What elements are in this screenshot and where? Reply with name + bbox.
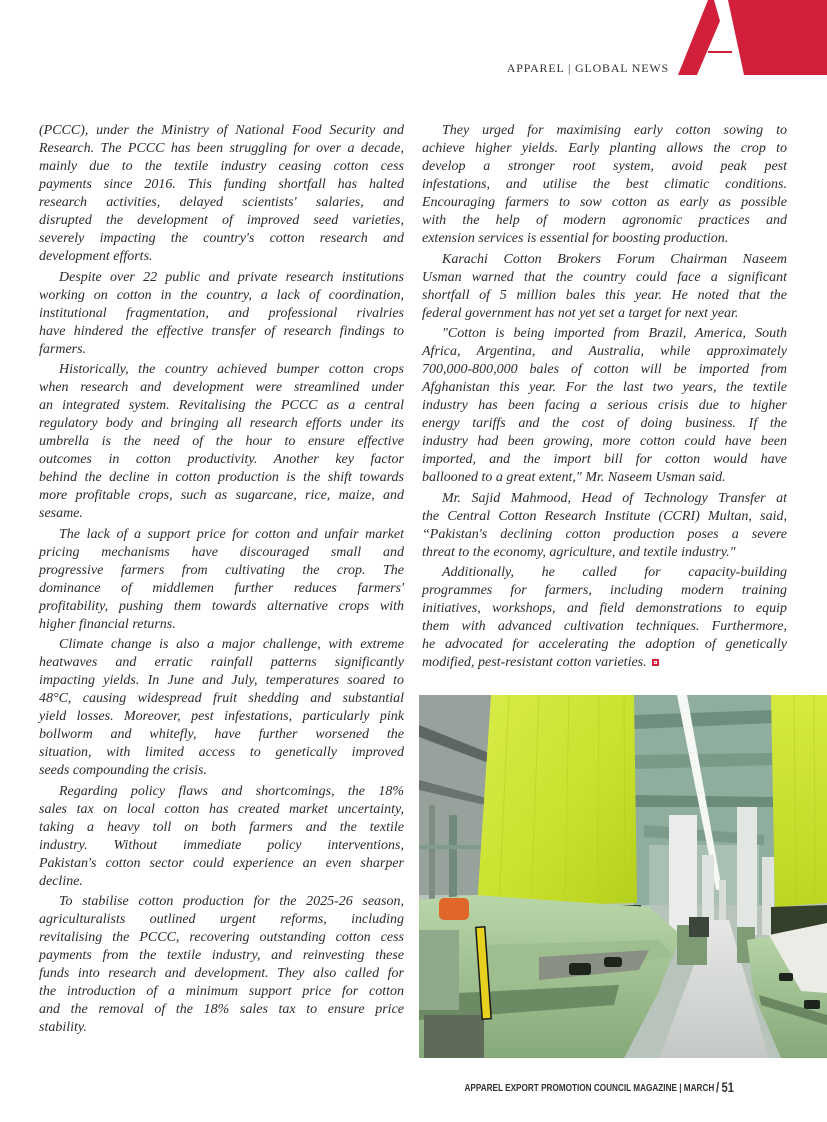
paragraph: [39, 269, 404, 359]
logo-crossbar: [708, 51, 732, 53]
text-line: Mr. Sajid Mahmood, Head of Technology Transfer at: [442, 490, 787, 506]
text-line: develop a stronger root system, avoid peak pest: [422, 159, 787, 174]
text-line: federal government has not yet set a target for next year.: [422, 305, 739, 321]
text-line: industry had been growing, more cotton could have been: [422, 434, 787, 449]
yarn-sheet-right: [771, 695, 827, 907]
text-line: payments from the textile industry, and reinvesting these: [39, 948, 404, 963]
text-line: Encouraging farmers to sow cotton as early as possible: [422, 195, 787, 210]
text-line: payments since 2016. This funding shortfall has halted: [39, 177, 404, 192]
text-line: profitability, pushing them towards alternative crops with: [39, 598, 404, 614]
paragraph: [39, 122, 404, 266]
logo-left-stroke: [678, 0, 720, 75]
text-line: heatwaves and erratic rainfall patterns significantly: [39, 655, 404, 670]
text-line: achieve higher yields. Early planting allows the crop to: [422, 141, 787, 156]
text-line: decline.: [39, 873, 83, 889]
paragraph: [422, 251, 787, 323]
text-line: umbrella is the need of the hour to ensure effective: [39, 434, 404, 449]
text-line: more profitable crops, such as sugarcane, rice, maize, and: [39, 488, 404, 503]
article-column: [39, 122, 404, 1040]
text-line: have hindered the effective transfer of research findings to: [39, 323, 404, 339]
text-line: extension services is essential for boosting production.: [422, 231, 729, 246]
text-line: “Pakistan's declining cotton production poses a severe: [422, 526, 787, 542]
text-line: research activities, delayed scientists' salaries, and: [39, 195, 404, 210]
text-line: shortfall of 5 million bales this year. He noted that the: [422, 287, 787, 303]
paragraph: [39, 636, 404, 780]
page-number-block: [716, 1079, 734, 1095]
text-line: threat to the economy, agriculture, and textile industry.": [422, 544, 736, 560]
text-line: 48°C, causing widespread fruit shedding and substantial: [39, 691, 404, 706]
text-line: The lack of a support price for cotton and unfair market: [59, 526, 404, 542]
text-line: impacting yields. In June and July, temperatures soared to: [39, 673, 404, 688]
text-line: the introduction of a minimum support price for cotton: [39, 984, 404, 999]
article-column: [422, 122, 787, 675]
text-line: programmes for farmers, including modern training: [422, 583, 787, 598]
text-line: Additionally, he called for capacity-building: [442, 565, 787, 580]
text-line: and the removal of the 18% sales tax to ensure price: [39, 1002, 404, 1017]
text-line: working on cotton in the country, a lack of coordination,: [39, 287, 404, 303]
text-line: Pakistan's cotton sector could experience an even sharper: [39, 855, 404, 871]
logo-right-block: [728, 0, 827, 75]
text-line: Africa, Argentina, and Australia, while approximately: [422, 344, 787, 359]
text-line: sesame.: [39, 506, 83, 521]
text-line: disrupted the development of improved seed varieties,: [39, 213, 404, 228]
text-line: yield losses. Moreover, pest infestations, particularly pink: [39, 709, 404, 724]
footer-separator: /: [716, 1079, 720, 1095]
text-line: them with advanced cultivation techniques. Furthermore,: [422, 619, 787, 634]
text-line: severely impacting the country's cotton research and: [39, 231, 404, 246]
text-line: stability.: [39, 1020, 87, 1035]
text-line: ballooned to a great extent," Mr. Naseem Usman said.: [422, 470, 726, 485]
text-line: taking a heavy toll on both farmers and the textile: [39, 819, 404, 835]
text-line: dominance of middlemen further reduces farmers': [39, 580, 404, 596]
text-line: when research and development were streamlined under: [39, 380, 404, 395]
text-line: the Central Cotton Research Institute (CCRI) Multan, said,: [422, 508, 787, 524]
paragraph: [422, 325, 787, 487]
text-line: Afghanistan this year. For the last two years, the textile: [422, 380, 787, 395]
text-line: sales tax on local cotton has created market uncertainty,: [39, 801, 404, 817]
paragraph: [39, 783, 404, 891]
text-line: mainly due to the textile industry ceasing cotton cess: [39, 159, 404, 174]
text-line: modified, pest-resistant cotton varieties.: [422, 654, 787, 672]
text-line: industry. Without immediate policy interventions,: [39, 837, 404, 853]
text-line: funds into research and development. They also called for: [39, 966, 404, 981]
text-line: (PCCC), under the Ministry of National Food Security and: [39, 123, 404, 138]
text-line: 700,000-800,000 bales of cotton will be imported from: [422, 362, 787, 377]
text-line: behind the decline in cotton production is the shift towards: [39, 470, 404, 485]
text-line: with the help of modern agronomic practices and: [422, 213, 787, 228]
text-line: They urged for maximising early cotton sowing to: [442, 123, 787, 138]
paragraph: [422, 490, 787, 562]
text-line: Regarding policy flaws and shortcomings, the 18%: [59, 783, 404, 799]
paragraph: [39, 361, 404, 523]
text-line: Climate change is also a major challenge, with extreme: [59, 637, 404, 652]
text-line: Despite over 22 public and private research institutions: [59, 269, 404, 285]
text-line: pricing mechanisms have discouraged small and: [39, 544, 404, 560]
paragraph: [39, 526, 404, 634]
text-line: agriculturalists outlined urgent reforms, including: [39, 912, 404, 927]
text-line: regulatory body and bringing all research efforts under its: [39, 416, 404, 431]
page-number: 51: [721, 1079, 734, 1095]
paragraph: [39, 893, 404, 1037]
text-line: development efforts.: [39, 249, 153, 264]
text-line: initiatives, workshops, and field demonstrations to equip: [422, 601, 787, 616]
text-line: bollworm and whitefly, have further worsened the: [39, 727, 404, 742]
text-line: he advocated for accelerating the adoption of genetically: [422, 637, 787, 652]
yarn-sheet-left: [477, 695, 637, 907]
paragraph: [422, 122, 787, 248]
text-line: farmers.: [39, 341, 87, 357]
text-line: progressive farmers from cultivating the crop. The: [39, 562, 404, 578]
text-line: Usman warned that the country could face a significant: [422, 269, 787, 285]
text-line: situation, with limited access to genetically improved: [39, 745, 404, 760]
text-line: Karachi Cotton Brokers Forum Chairman Naseem: [442, 251, 787, 267]
end-of-article-square-icon: [652, 659, 659, 666]
text-line: Historically, the country achieved bumper cotton crops: [59, 362, 404, 377]
apparel-a-logo-icon: [677, 0, 827, 75]
text-line: infestations, and utilise the best climatic conditions.: [422, 177, 787, 192]
text-line: revitalising the PCCC, recovering outstanding cotton cess: [39, 930, 404, 945]
weaving-mill-photo: [419, 695, 827, 1058]
orange-signal-light: [439, 898, 469, 920]
text-line: imported, and the import bill for cotton would have: [422, 452, 787, 467]
text-line: higher financial returns.: [39, 616, 176, 632]
text-line: an integrated system. Revitalising the PCCC as a central: [39, 398, 404, 413]
text-line: institutional fragmentation, and professional rivalries: [39, 305, 404, 321]
text-line: energy tariffs and the cost of doing business. If the: [422, 416, 787, 431]
text-line: Research. The PCCC has been struggling for over a decade,: [39, 141, 404, 156]
text-line: outcomes in cotton productivity. Another key factor: [39, 452, 404, 467]
text-line: To stabilise cotton production for the 2025-26 season,: [59, 894, 404, 909]
text-line: industry has been facing a serious crisis due to higher: [422, 398, 787, 413]
text-line: seeds compounding the crisis.: [39, 763, 207, 778]
section-label: APPAREL | GLOBAL NEWS: [506, 61, 669, 75]
paragraph: [422, 564, 787, 672]
publication-footer: APPAREL EXPORT PROMOTION COUNCIL MAGAZINE | MARCH: [464, 1082, 714, 1094]
text-line: "Cotton is being imported from Brazil, America, South: [442, 326, 787, 341]
